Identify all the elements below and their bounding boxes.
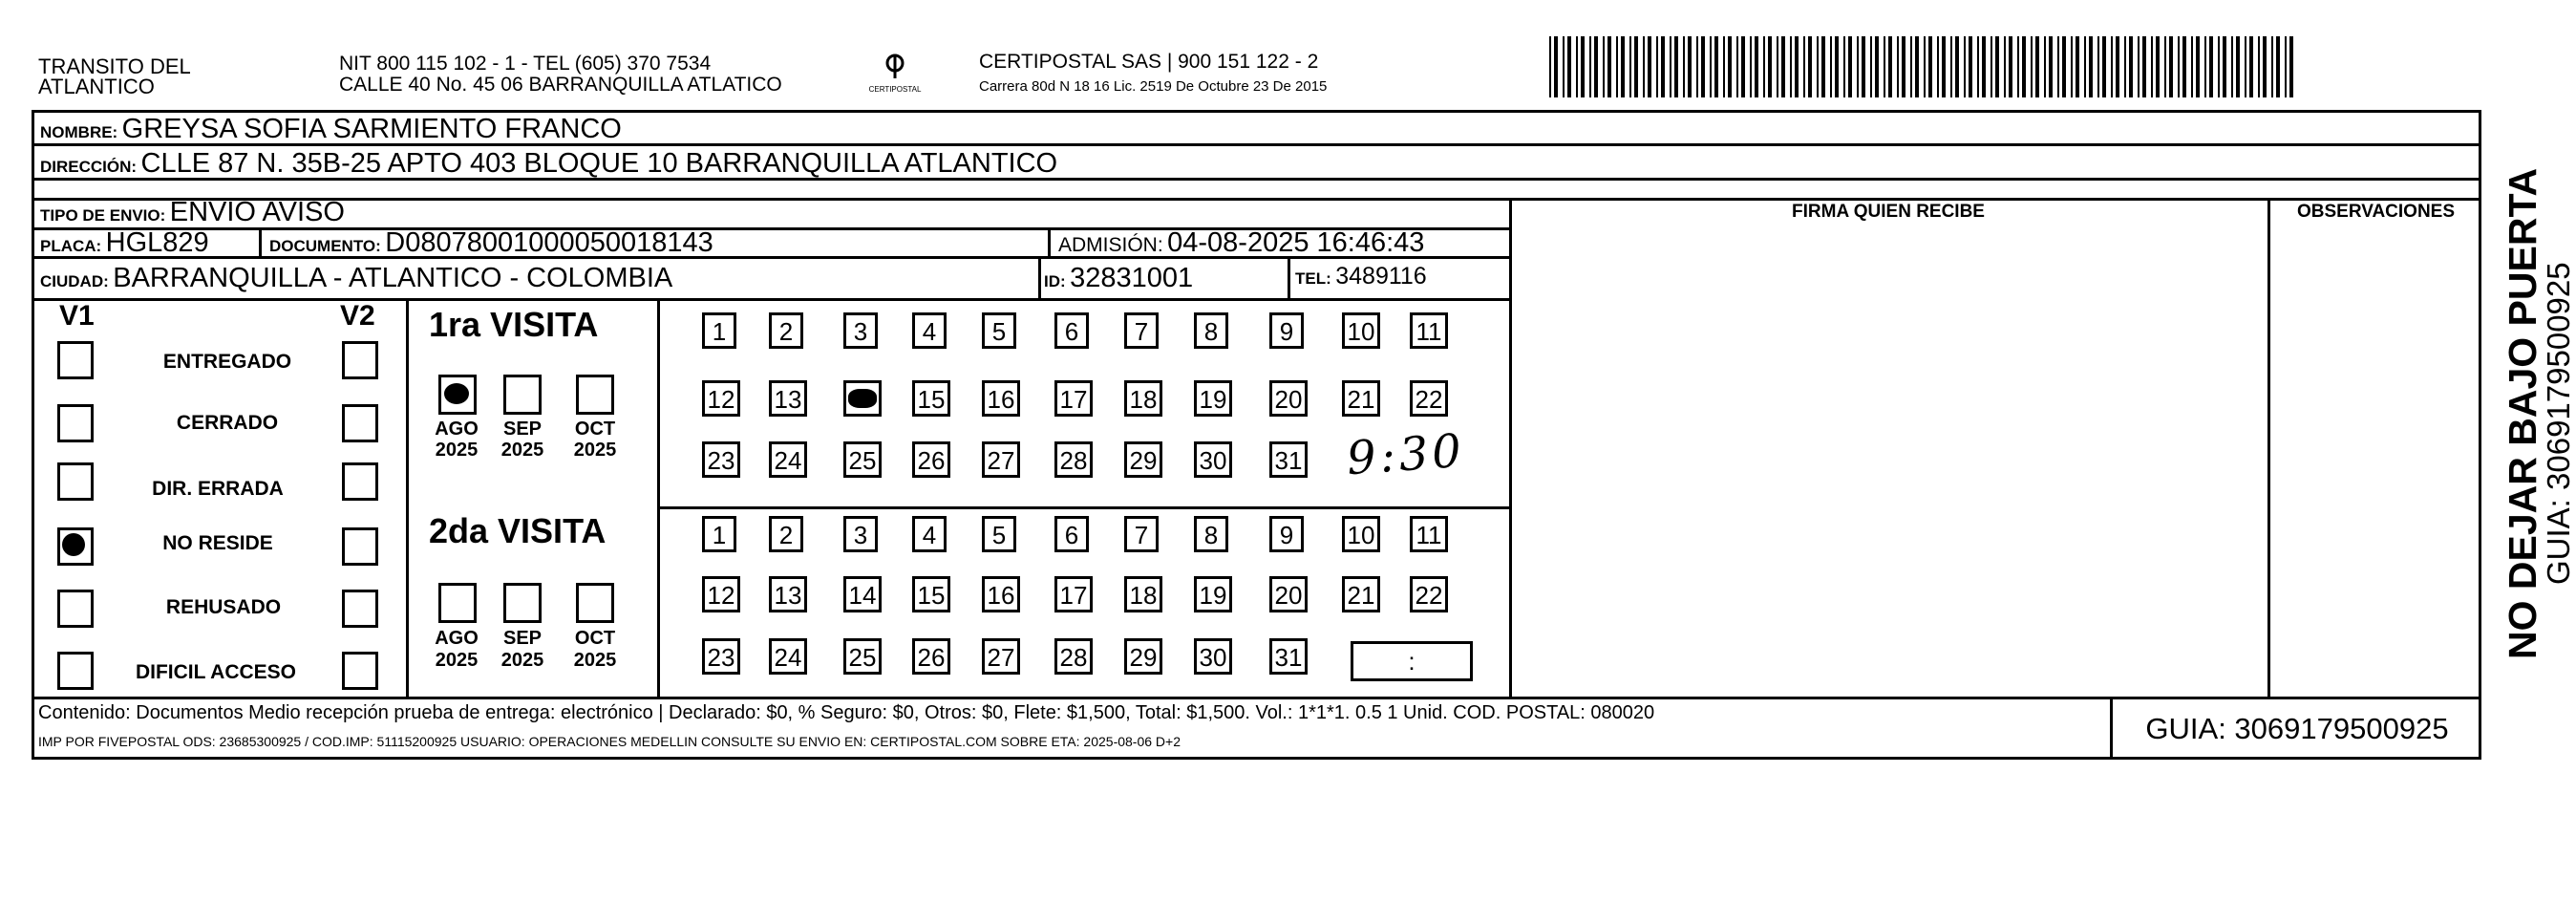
second-visit-day-1[interactable]: 1: [702, 516, 736, 552]
barcode-bar: [2009, 36, 2012, 97]
tel-row: [1295, 263, 1427, 290]
first-visit-day-18[interactable]: 18: [1124, 380, 1162, 417]
barcode-bar: [1603, 36, 1605, 97]
barcode-bar: [2049, 36, 2053, 97]
second-visit-day-31[interactable]: 31: [1269, 638, 1308, 675]
barcode-bar: [1915, 36, 1919, 97]
first-visit-day-16[interactable]: 16: [982, 380, 1020, 417]
barcode-bar: [2169, 36, 2173, 97]
first-visit-month-oct-label: OCT: [574, 419, 616, 440]
barcode-bar: [2062, 36, 2066, 97]
barcode-bar: [1928, 36, 1932, 97]
barcode-bar: [1969, 36, 1972, 97]
second-visit-day-4[interactable]: 4: [912, 516, 947, 552]
barcode-bar: [2209, 36, 2213, 97]
id-value: 32831001: [1070, 263, 1194, 293]
id-row: [1044, 263, 1193, 294]
barcode-bar: [2017, 36, 2019, 97]
second-visit-day-10[interactable]: 10: [1342, 516, 1380, 552]
barcode-bar: [1848, 36, 1852, 97]
first-visit-day-29[interactable]: 29: [1124, 441, 1162, 478]
barcode-bar: [1924, 36, 1926, 97]
second-visit-year-sep: 2025: [500, 650, 544, 671]
second-visit-month-ago-label: AGO: [435, 628, 479, 649]
placa-row: [40, 227, 209, 259]
first-visit-day-20[interactable]: 20: [1269, 380, 1308, 417]
barcode-bar: [2044, 36, 2046, 97]
barcode-bar: [1621, 36, 1625, 97]
first-visit-year-sep: 2025: [500, 440, 544, 461]
second-visit-day-7[interactable]: 7: [1124, 516, 1159, 552]
v2-checkbox-dificil-acceso[interactable]: [342, 652, 378, 690]
second-visit-day-23[interactable]: 23: [702, 638, 740, 675]
second-visit-month-sep-checkbox[interactable]: [503, 583, 542, 623]
print-info-line: IMP POR FIVEPOSTAL ODS: 23685300925 / COD.IMP: 51115200925 USUARIO: OPERACIONES MEDELLIN CONSULTE SU ENVIO EN: CERTIPOSTAL.COM SOBRE ETA: 2025-08-06 D+2: [38, 734, 1182, 749]
second-visit-day-15[interactable]: 15: [912, 576, 950, 612]
sender-name-line2: ATLANTICO: [38, 75, 155, 98]
documento-value: D08078001000050018143: [385, 227, 713, 258]
first-visit-day-23[interactable]: 23: [702, 441, 740, 478]
barcode-bar: [1995, 36, 1999, 97]
tipo-label: TIPO DE ENVIO:: [40, 206, 166, 225]
barcode-bar: [1563, 36, 1565, 97]
second-visit-day-22[interactable]: 22: [1410, 576, 1448, 612]
v1-label: V1: [59, 300, 95, 332]
barcode-bar: [2223, 36, 2226, 97]
admision-row: [1058, 227, 1424, 259]
admision-label: ADMISIÓN:: [1058, 234, 1163, 256]
sender-address-line: CALLE 40 No. 45 06 BARRANQUILLA ATLATICO: [339, 74, 782, 96]
second-visit-day-6[interactable]: 6: [1054, 516, 1089, 552]
second-visit-day-8[interactable]: 8: [1194, 516, 1228, 552]
tipo-value: ENVIO AVISO: [169, 197, 345, 227]
barcode-bar: [1862, 36, 1865, 97]
barcode-bar: [2156, 36, 2160, 97]
barcode-bar: [1884, 36, 1885, 97]
barcode-bar: [2231, 36, 2233, 97]
barcode-bar: [1607, 36, 1611, 97]
first-visit-title: 1ra VISITA: [429, 305, 599, 344]
second-visit-day-14[interactable]: 14: [843, 576, 882, 612]
barcode-bar: [1857, 36, 1859, 97]
second-visit-month-ago-checkbox[interactable]: [438, 583, 477, 623]
second-visit-day-19[interactable]: 19: [1194, 576, 1232, 612]
barcode-bar: [2076, 36, 2079, 97]
first-visit-day-2[interactable]: 2: [769, 312, 803, 349]
first-visit-day-26[interactable]: 26: [912, 441, 950, 478]
first-visit-month-ago-checkbox[interactable]: [438, 375, 477, 415]
barcode-bar: [2022, 36, 2026, 97]
first-visit-day-15[interactable]: 15: [912, 380, 950, 417]
barcode-bar: [1549, 36, 1551, 97]
barcode-bar: [2164, 36, 2166, 97]
barcode-bar: [2204, 36, 2206, 97]
barcode-bar: [2089, 36, 2093, 97]
barcode-bar: [1991, 36, 1992, 97]
v1-checkbox-no-reside[interactable]: [57, 527, 94, 566]
barcode-bar: [2271, 36, 2273, 97]
direccion-value: CLLE 87 N. 35B-25 APTO 403 BLOQUE 10 BARRANQUILLA ATLANTICO: [140, 148, 1058, 179]
second-visit-day-3[interactable]: 3: [843, 516, 878, 552]
barcode-bar: [2097, 36, 2099, 97]
sender-name-line1: TRANSITO DEL: [38, 54, 191, 78]
barcode-bar: [2116, 36, 2119, 97]
direccion-label: DIRECCIÓN:: [40, 158, 138, 176]
tel-label: TEL:: [1295, 269, 1331, 288]
first-visit-day-19[interactable]: 19: [1194, 380, 1232, 417]
barcode-bar: [2236, 36, 2240, 97]
barcode-bar: [2035, 36, 2039, 97]
barcode-bar: [1964, 36, 1966, 97]
barcode-bar: [1714, 36, 1718, 97]
second-visit-day-11[interactable]: 11: [1410, 516, 1448, 552]
first-visit-day-24[interactable]: 24: [769, 441, 807, 478]
second-visit-title: 2da VISITA: [429, 511, 607, 550]
ciudad-value: BARRANQUILLA - ATLANTICO - COLOMBIA: [113, 263, 673, 293]
barcode-bar: [2245, 36, 2246, 97]
status-option-dir-errada: DIR. ERRADA: [152, 478, 284, 500]
status-option-entregado: ENTREGADO: [162, 351, 292, 373]
tipo-row: [40, 197, 345, 228]
barcode-bar: [1875, 36, 1879, 97]
v2-checkbox-entregado[interactable]: [342, 341, 378, 379]
barcode-bar: [2285, 36, 2287, 97]
barcode-bar: [1629, 36, 1631, 97]
barcode-bar: [2004, 36, 2006, 97]
barcode-bar: [1589, 36, 1591, 97]
barcode-bar: [1870, 36, 1872, 97]
first-visit-year-ago: 2025: [435, 440, 479, 461]
barcode-bar: [1750, 36, 1752, 97]
first-visit-day-8[interactable]: 8: [1194, 312, 1228, 349]
observaciones-header: OBSERVACIONES: [2296, 202, 2456, 222]
second-visit-day-25[interactable]: 25: [843, 638, 882, 675]
first-visit-day-14[interactable]: [843, 380, 882, 417]
second-visit-time-field[interactable]: [1351, 641, 1473, 681]
barcode-bar: [1634, 36, 1638, 97]
first-visit-month-ago-label: AGO: [435, 419, 479, 440]
barcode-bar: [1723, 36, 1725, 97]
second-visit-year-ago: 2025: [435, 650, 479, 671]
carrier-line2: Carrera 80d N 18 16 Lic. 2519 De Octubre 23 De 2015: [979, 78, 1328, 95]
first-visit-day-17[interactable]: 17: [1054, 380, 1093, 417]
barcode-bar: [1795, 36, 1799, 97]
first-visit-day-5[interactable]: 5: [982, 312, 1016, 349]
v2-checkbox-cerrado[interactable]: [342, 404, 378, 442]
certipostal-logo-icon: [862, 50, 928, 97]
barcode-bar: [2276, 36, 2280, 97]
second-visit-day-29[interactable]: 29: [1124, 638, 1162, 675]
first-visit-day-3[interactable]: 3: [843, 312, 878, 349]
barcode-bar: [1643, 36, 1645, 97]
v1-checkbox-dificil-acceso[interactable]: [57, 652, 94, 690]
barcode-bar: [1790, 36, 1792, 97]
barcode-bar: [1763, 36, 1765, 97]
second-visit-day-5[interactable]: 5: [982, 516, 1016, 552]
nombre-value: GREYSA SOFIA SARMIENTO FRANCO: [121, 114, 622, 144]
v2-checkbox-no-reside[interactable]: [342, 527, 378, 566]
barcode-bar: [1728, 36, 1732, 97]
barcode-bar: [1950, 36, 1952, 97]
barcode-bar: [2102, 36, 2106, 97]
second-visit-month-oct-label: OCT: [574, 628, 616, 649]
barcode-bar: [1567, 36, 1571, 97]
barcode-bar: [1937, 36, 1939, 97]
barcode-icon: [1549, 36, 2294, 97]
first-visit-day-22[interactable]: 22: [1410, 380, 1448, 417]
second-visit-day-30[interactable]: 30: [1194, 638, 1232, 675]
nombre-row: [40, 114, 622, 145]
barcode-bar: [1777, 36, 1778, 97]
second-visit-day-17[interactable]: 17: [1054, 576, 1093, 612]
barcode-bar: [1554, 36, 1558, 97]
first-visit-day-28[interactable]: 28: [1054, 441, 1093, 478]
barcode-bar: [2057, 36, 2059, 97]
second-visit-day-21[interactable]: 21: [1342, 576, 1380, 612]
barcode-bar: [2129, 36, 2133, 97]
barcode-bar: [2111, 36, 2113, 97]
first-visit-time-handwritten: 9:30: [1345, 423, 1467, 486]
barcode-bar: [1768, 36, 1772, 97]
barcode-bar: [1888, 36, 1892, 97]
barcode-bar: [2138, 36, 2140, 97]
barcode-bar: [1576, 36, 1578, 97]
barcode-bar: [1955, 36, 1959, 97]
barcode-bar: [1910, 36, 1912, 97]
barcode-bar: [1661, 36, 1665, 97]
barcode-bar: [2218, 36, 2220, 97]
first-visit-day-10[interactable]: 10: [1342, 312, 1380, 349]
barcode-bar: [1594, 36, 1598, 97]
barcode-bar: [1803, 36, 1805, 97]
barcode-bar: [1710, 36, 1712, 97]
barcode-bar: [1781, 36, 1785, 97]
barcode-bar: [2178, 36, 2180, 97]
first-visit-day-11[interactable]: 11: [1410, 312, 1448, 349]
barcode-bar: [1977, 36, 1979, 97]
first-visit-day-25[interactable]: 25: [843, 441, 882, 478]
first-visit-day-31[interactable]: 31: [1269, 441, 1308, 478]
v1-checkbox-rehusado[interactable]: [57, 590, 94, 628]
firma-header: FIRMA QUIEN RECIBE: [1792, 202, 1985, 222]
first-visit-day-21[interactable]: 21: [1342, 380, 1380, 417]
barcode-bar: [1902, 36, 1905, 97]
barcode-bar: [2289, 36, 2293, 97]
footer-guia: GUIA: 3069179500925: [2145, 712, 2449, 745]
carrier-line1: CERTIPOSTAL SAS | 900 151 122 - 2: [979, 51, 1319, 73]
barcode-bar: [2263, 36, 2267, 97]
second-visit-month-sep-label: SEP: [502, 628, 543, 649]
first-visit-year-oct: 2025: [573, 440, 617, 461]
status-option-dificil-acceso: DIFICIL ACCESO: [135, 661, 296, 683]
first-visit-day-27[interactable]: 27: [982, 441, 1020, 478]
barcode-bar: [1670, 36, 1671, 97]
barcode-bar: [1656, 36, 1658, 97]
direccion-row: [40, 148, 1057, 180]
barcode-bar: [1942, 36, 1946, 97]
sender-nit-line: NIT 800 115 102 - 1 - TEL (605) 370 7534: [339, 53, 712, 75]
second-visit-day-27[interactable]: 27: [982, 638, 1020, 675]
barcode-bar: [2196, 36, 2200, 97]
barcode-bar: [1701, 36, 1705, 97]
side-guia: GUIA: 3069179500925: [2541, 262, 2576, 585]
pen-mark-icon: [848, 389, 877, 408]
barcode-bar: [2258, 36, 2260, 97]
documento-row: [269, 227, 713, 259]
first-visit-day-12[interactable]: 12: [702, 380, 740, 417]
pen-mark-icon: [444, 383, 469, 404]
barcode-bar: [2191, 36, 2193, 97]
first-visit-month-sep-label: SEP: [502, 419, 543, 440]
second-visit-day-20[interactable]: 20: [1269, 576, 1308, 612]
barcode-bar: [1741, 36, 1745, 97]
svg-text:CERTIPOSTAL: CERTIPOSTAL: [868, 85, 922, 94]
second-visit-day-13[interactable]: 13: [769, 576, 807, 612]
id-label: ID:: [1044, 272, 1066, 290]
status-option-cerrado: CERRADO: [176, 412, 279, 434]
second-visit-day-28[interactable]: 28: [1054, 638, 1093, 675]
first-visit-month-oct-checkbox[interactable]: [576, 375, 614, 415]
second-visit-day-2[interactable]: 2: [769, 516, 803, 552]
second-visit-day-16[interactable]: 16: [982, 576, 1020, 612]
ciudad-row: [40, 263, 672, 294]
barcode-bar: [1808, 36, 1812, 97]
tel-value: 3489116: [1335, 263, 1427, 290]
barcode-bar: [1843, 36, 1845, 97]
v2-label: V2: [340, 300, 375, 332]
barcode-bar: [1817, 36, 1819, 97]
barcode-bar: [1648, 36, 1651, 97]
v1-checkbox-cerrado[interactable]: [57, 404, 94, 442]
documento-label: DOCUMENTO:: [269, 237, 381, 255]
barcode-bar: [1616, 36, 1618, 97]
barcode-bar: [1821, 36, 1825, 97]
nombre-label: NOMBRE:: [40, 123, 118, 141]
barcode-bar: [1755, 36, 1758, 97]
contents-line: Contenido: Documentos Medio recepción prueba de entrega: electrónico | Declarado: $0, % Seguro: $0, Otros: $0, Flete: $1,500, Total: $1,500. Vol.: 1*1*1. 0.5 1 Unid. COD. POSTAL: 080020: [38, 702, 1655, 723]
pen-mark-icon: [62, 533, 85, 556]
barcode-bar: [1835, 36, 1839, 97]
placa-label: PLACA:: [40, 237, 102, 255]
admision-value: 04-08-2025 16:46:43: [1167, 227, 1425, 258]
barcode-bar: [2151, 36, 2153, 97]
barcode-bar: [2182, 36, 2186, 97]
time-separator: :: [1408, 647, 1416, 676]
second-visit-day-9[interactable]: 9: [1269, 516, 1304, 552]
barcode-bar: [2031, 36, 2033, 97]
status-option-no-reside: NO RESIDE: [162, 532, 273, 554]
barcode-bar: [1688, 36, 1692, 97]
barcode-bar: [2071, 36, 2073, 97]
first-visit-day-1[interactable]: 1: [702, 312, 736, 349]
barcode-bar: [1581, 36, 1585, 97]
placa-value: HGL829: [105, 227, 209, 258]
barcode-bar: [2124, 36, 2126, 97]
first-visit-day-6[interactable]: 6: [1054, 312, 1089, 349]
first-visit-day-30[interactable]: 30: [1194, 441, 1232, 478]
second-visit-month-oct-checkbox[interactable]: [576, 583, 614, 623]
first-visit-day-9[interactable]: 9: [1269, 312, 1304, 349]
v1-checkbox-dir-errada[interactable]: [57, 462, 94, 501]
second-visit-day-26[interactable]: 26: [912, 638, 950, 675]
barcode-bar: [2142, 36, 2146, 97]
barcode-bar: [1982, 36, 1986, 97]
v2-checkbox-dir-errada[interactable]: [342, 462, 378, 501]
second-visit-year-oct: 2025: [573, 650, 617, 671]
first-visit-month-sep-checkbox[interactable]: [503, 375, 542, 415]
status-option-rehusado: REHUSADO: [165, 596, 282, 618]
barcode-bar: [2084, 36, 2086, 97]
barcode-bar: [1736, 36, 1738, 97]
second-visit-day-24[interactable]: 24: [769, 638, 807, 675]
v2-checkbox-rehusado[interactable]: [342, 590, 378, 628]
ciudad-label: CIUDAD:: [40, 272, 109, 290]
barcode-bar: [1897, 36, 1899, 97]
second-visit-day-12[interactable]: 12: [702, 576, 740, 612]
second-visit-day-18[interactable]: 18: [1124, 576, 1162, 612]
barcode-bar: [1830, 36, 1832, 97]
v1-checkbox-entregado[interactable]: [57, 341, 94, 379]
barcode-bar: [1696, 36, 1698, 97]
first-visit-day-7[interactable]: 7: [1124, 312, 1159, 349]
first-visit-day-13[interactable]: 13: [769, 380, 807, 417]
barcode-bar: [1674, 36, 1678, 97]
side-warning: NO DEJAR BAJO PUERTA: [2501, 167, 2544, 659]
first-visit-day-4[interactable]: 4: [912, 312, 947, 349]
barcode-bar: [1683, 36, 1685, 97]
barcode-bar: [2249, 36, 2253, 97]
